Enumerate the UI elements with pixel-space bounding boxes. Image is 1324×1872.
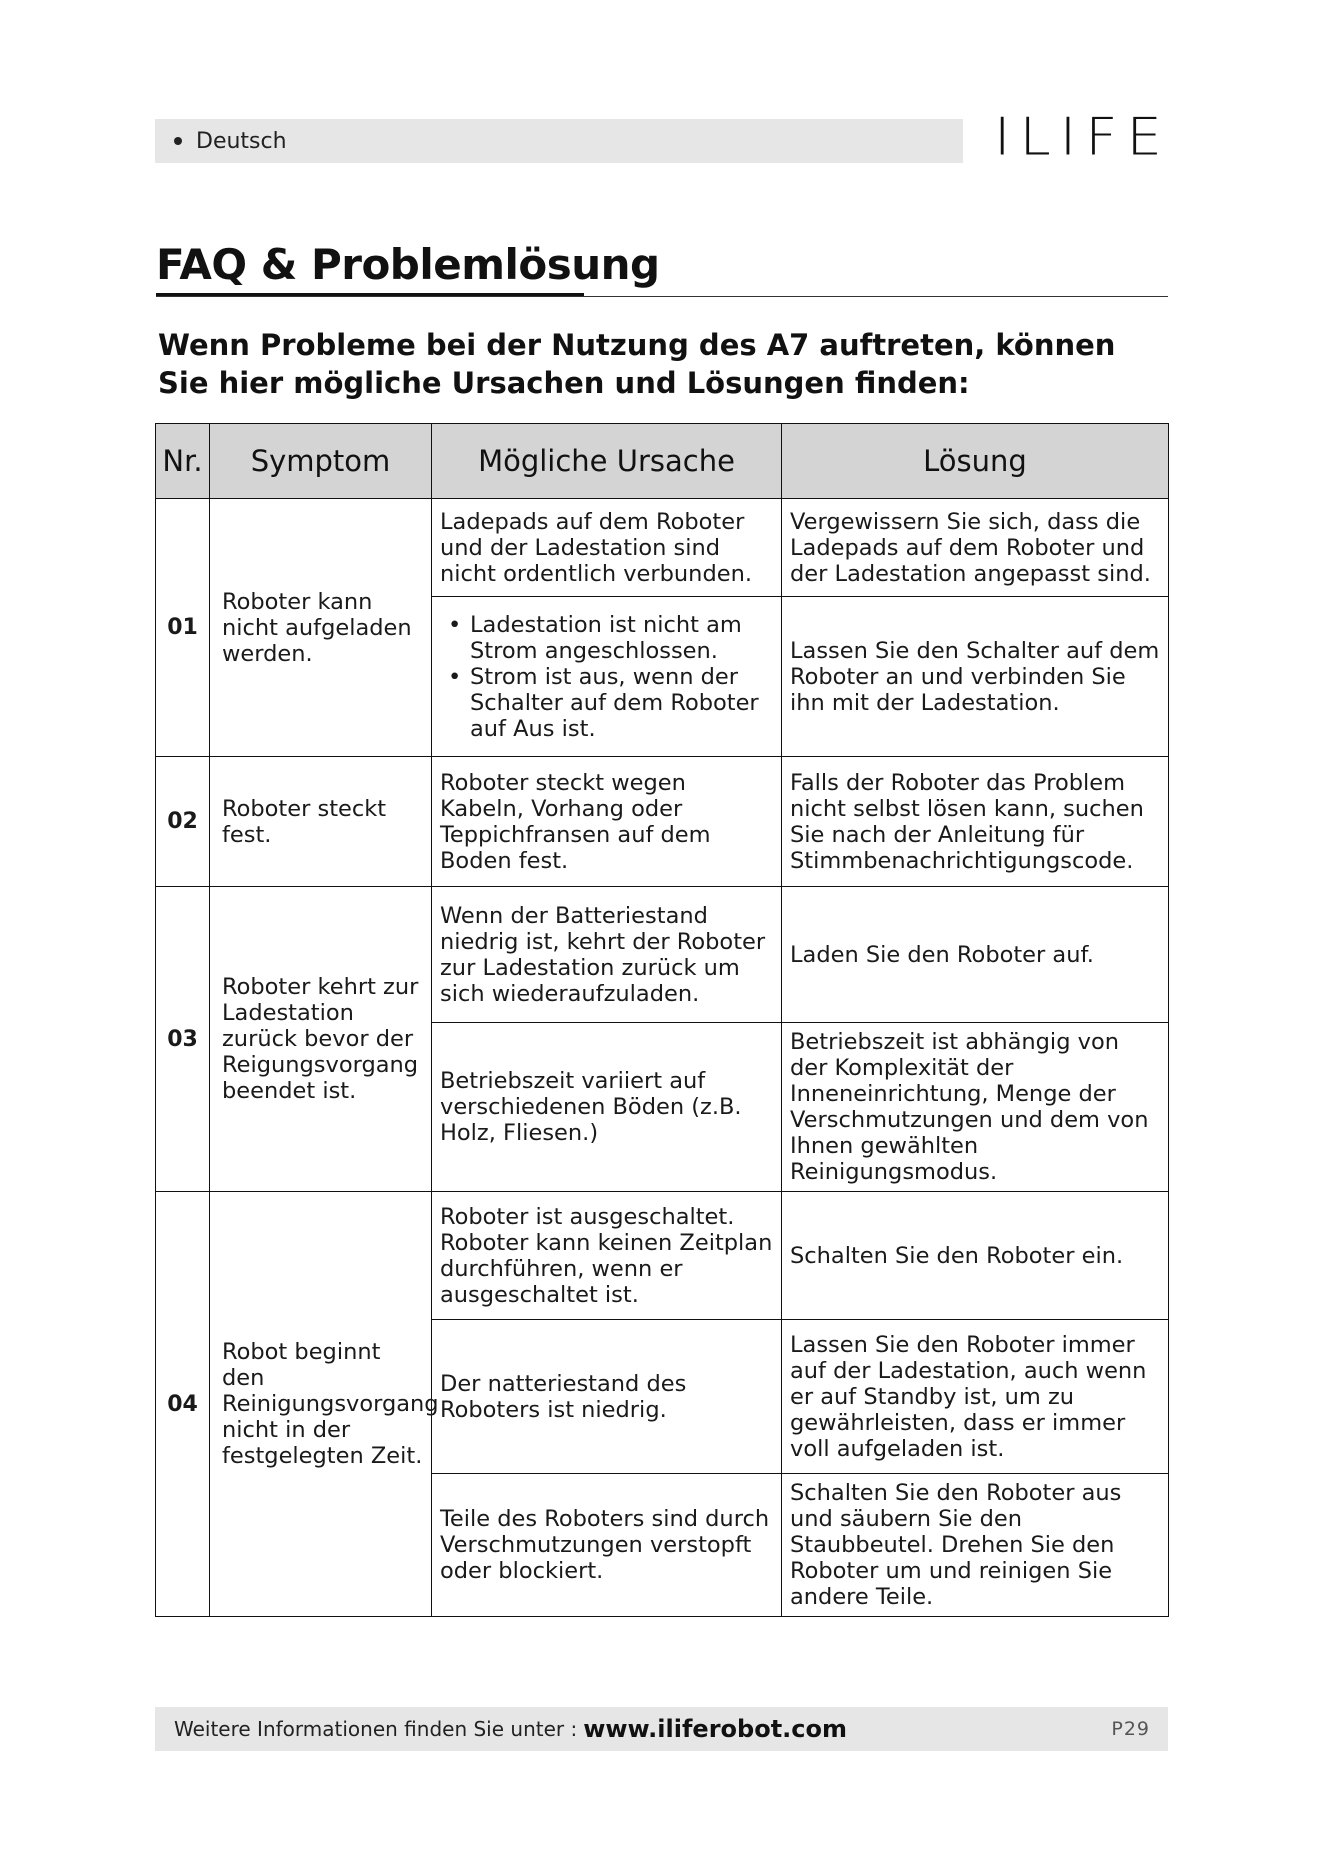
language-header-bar [155, 119, 963, 163]
page-number: P29 [1111, 1718, 1150, 1740]
intro-text: Wenn Probleme bei der Nutzung des A7 auftreten, können Sie hier mögliche Ursachen und Lösungen finden: [158, 328, 1116, 400]
title-divider [156, 296, 1168, 297]
bullet-icon [174, 137, 182, 145]
cause-cell [432, 597, 782, 757]
cause-cell: Teile des Roboters sind durch Verschmutzungen verstopft oder blockiert. [432, 1474, 782, 1617]
symptom-cell: Roboter steckt fest. [210, 757, 432, 887]
table-header-row [156, 424, 1169, 499]
row-number: 02 [156, 757, 210, 887]
header-cause: Mögliche Ursache [432, 424, 782, 499]
language-label: Deutsch [196, 128, 287, 154]
symptom-cell: Roboter kann nicht aufgeladen werden. [210, 499, 432, 757]
table-row [156, 499, 1169, 597]
cause-cell: Roboter ist ausgeschaltet. Roboter kann keinen Zeitplan durchführen, wenn er ausgeschaltet ist. [432, 1192, 782, 1320]
solution-cell: Lassen Sie den Roboter immer auf der Ladestation, auch wenn er auf Standby ist, um zu gewährleisten, dass er immer voll aufgeladen ist. [782, 1320, 1169, 1474]
row-number: 03 [156, 887, 210, 1192]
solution-cell: Betriebszeit ist abhängig von der Komplexität der Inneneinrichtung, Menge der Verschmutzungen und dem von Ihnen gewählten Reinigungsmodus. [782, 1023, 1169, 1192]
solution-cell: Falls der Roboter das Problem nicht selbst lösen kann, suchen Sie nach der Anleitung für Stimmbenachrichtigungscode. [782, 757, 1169, 887]
cause-cell: Betriebszeit variiert auf verschiedenen Böden (z.B. Holz, Fliesen.) [432, 1023, 782, 1192]
solution-cell: Schalten Sie den Roboter aus und säubern Sie den Staubbeutel. Drehen Sie den Roboter um und reinigen Sie andere Teile. [782, 1474, 1169, 1617]
header-symptom: Symptom [210, 424, 432, 499]
cause-cell: Der natteriestand des Roboters ist niedrig. [432, 1320, 782, 1474]
symptom-cell: Robot beginnt den Reinigungsvorgang nicht in der festgelegten Zeit. [210, 1192, 432, 1617]
row-number: 01 [156, 499, 210, 757]
cause-list-item: • Strom ist aus, wenn der Schalter auf dem Roboter auf Aus ist. [448, 664, 773, 742]
solution-cell: Schalten Sie den Roboter ein. [782, 1192, 1169, 1320]
solution-cell: Lassen Sie den Schalter auf dem Roboter an und verbinden Sie ihn mit der Ladestation. [782, 597, 1169, 757]
header-nr: Nr. [156, 424, 210, 499]
solution-cell: Vergewissern Sie sich, dass die Ladepads auf dem Roboter und der Ladestation angepasst sind. [782, 499, 1169, 597]
solution-cell: Laden Sie den Roboter auf. [782, 887, 1169, 1023]
cause-list [440, 612, 773, 742]
table-row [156, 757, 1169, 887]
symptom-cell: Roboter kehrt zur Ladestation zurück bevor der Reigungsvorgang beendet ist. [210, 887, 432, 1192]
page-title: FAQ & Problemlösung [156, 240, 660, 289]
cause-cell: Ladepads auf dem Roboter und der Ladestation sind nicht ordentlich verbunden. [432, 499, 782, 597]
brand-logo: ILIFE [994, 107, 1171, 168]
table-row [156, 887, 1169, 1023]
footer-info-text: Weitere Informationen finden Sie unter : [174, 1717, 578, 1741]
row-number: 04 [156, 1192, 210, 1617]
cause-cell: Roboter steckt wegen Kabeln, Vorhang oder Teppichfransen auf dem Boden fest. [432, 757, 782, 887]
cause-list-item: • Ladestation ist nicht am Strom angeschlossen. [448, 612, 773, 664]
header-solution: Lösung [782, 424, 1169, 499]
footer-bar [155, 1707, 1168, 1751]
table-row [156, 1192, 1169, 1320]
faq-table [155, 423, 1169, 1617]
cause-cell: Wenn der Batteriestand niedrig ist, kehrt der Roboter zur Ladestation zurück um sich wiederaufzuladen. [432, 887, 782, 1023]
website-link[interactable]: www.iliferobot.com [583, 1715, 848, 1743]
